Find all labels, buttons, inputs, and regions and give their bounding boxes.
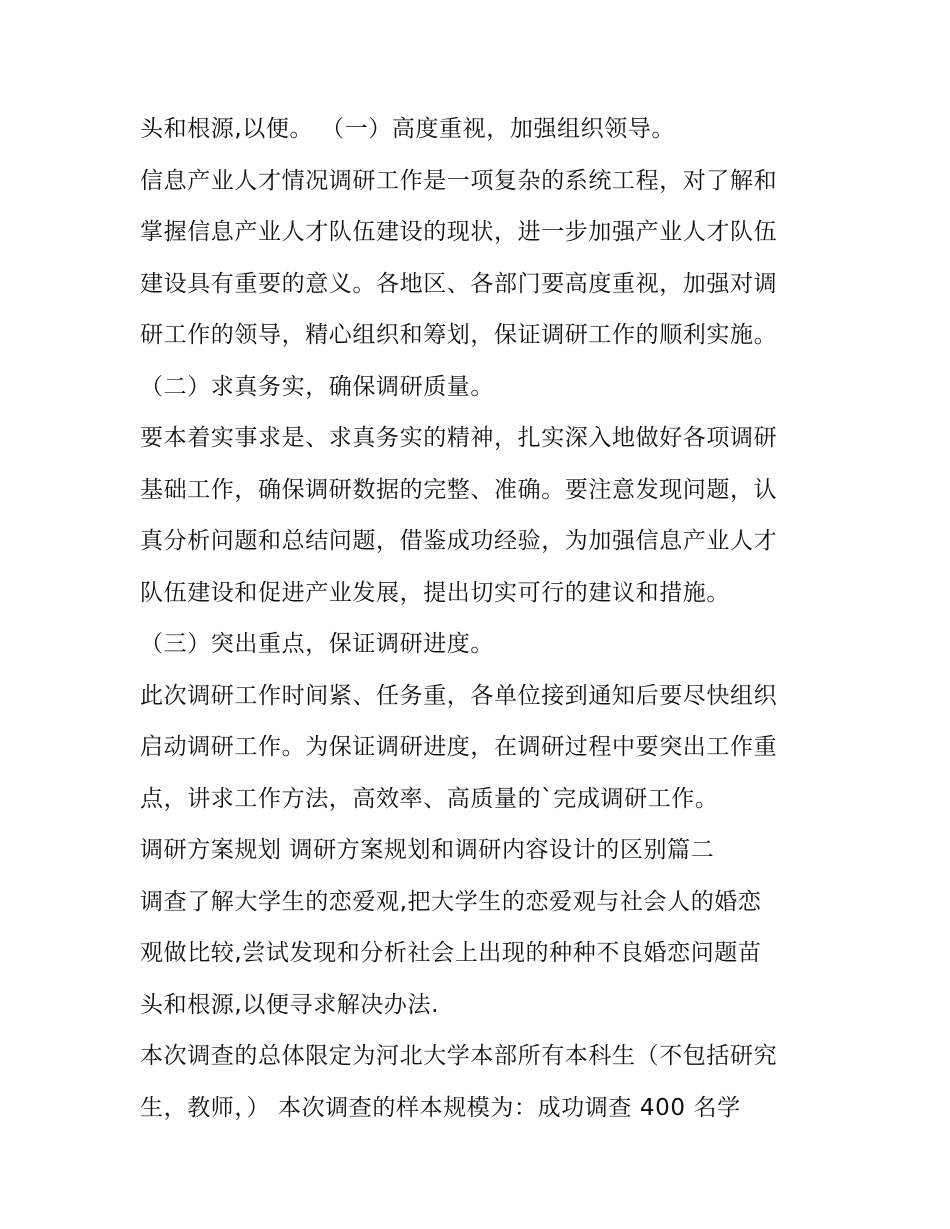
text-line-1: 头和根源,以便。 （一）高度重视，加强组织领导。 xyxy=(140,116,676,142)
document-body xyxy=(140,108,830,1138)
text-line-13: 启动调研工作。为保证调研进度，在调研过程中要突出工作重 xyxy=(140,734,778,760)
text-line-10: 队伍建设和促进产业发展，提出切实可行的建议和措施。 xyxy=(140,579,730,606)
text-line-19: 本次调查的总体限定为河北大学本部所有本科生（不包括研究 xyxy=(140,1043,778,1069)
text-line-12: 此次调研工作时间紧、任务重，各单位接到通知后要尽快组织 xyxy=(140,682,778,709)
text-line-14: 点，讲求工作方法，高效率、高质量的`完成调研工作。 xyxy=(140,785,719,812)
text-line-4: 建设具有重要的意义。各地区、各部门要高度重视，加强对调 xyxy=(140,270,778,297)
text-line-18: 头和根源,以便寻求解决办法. xyxy=(140,991,440,1018)
text-line-17: 观做比较,尝试发现和分析社会上出现的种种不良婚恋问题苗 xyxy=(140,940,762,966)
text-line-8: 基础工作，确保调研数据的完整、准确。要注意发现问题，认 xyxy=(140,476,778,503)
text-line-2: 信息产业人才情况调研工作是一项复杂的系统工程，对了解和 xyxy=(140,167,778,194)
text-line-7: 要本着实事求是、求真务实的精神，扎实深入地做好各项调研 xyxy=(140,425,778,451)
section-heading-2: （二）求真务实，确保调研质量。 xyxy=(140,373,494,400)
text-line-9: 真分析问题和总结问题，借鉴成功经验，为加强信息产业人才 xyxy=(140,528,778,554)
article-title-line: 调研方案规划 调研方案规划和调研内容设计的区别篇二 xyxy=(140,837,715,863)
text-line-3: 掌握信息产业人才队伍建设的现状，进一步加强产业人才队伍 xyxy=(140,219,778,245)
text-line-20: 生，教师，） 本次调查的样本规模为：成功调查 400 名学 xyxy=(140,1094,741,1121)
section-heading-3: （三）突出重点，保证调研进度。 xyxy=(140,631,494,657)
text-line-16: 调查了解大学生的恋爱观,把大学生的恋爱观与社会人的婚恋 xyxy=(140,888,762,915)
text-line-5: 研工作的领导，精心组织和筹划，保证调研工作的顺利实施。 xyxy=(140,322,778,348)
